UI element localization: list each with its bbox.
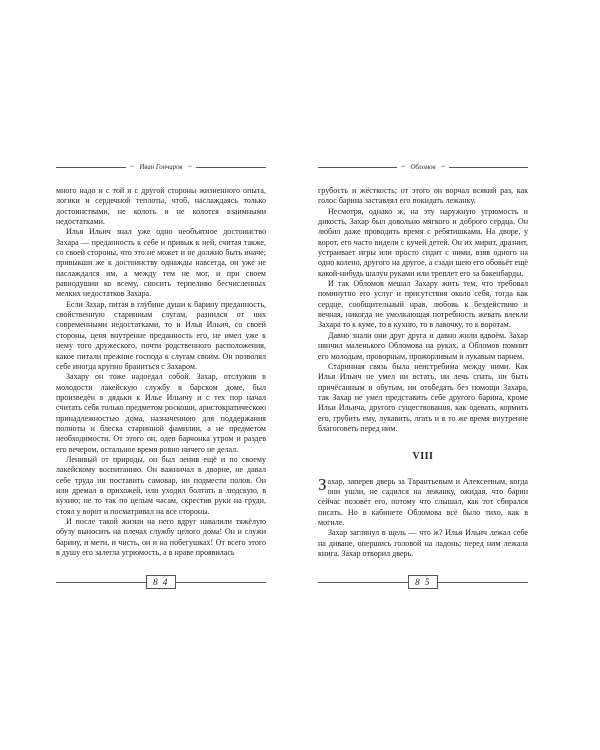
paragraph: грубость и жёсткость; от этого он ворчал всякий раз, как голос барина заставлял его покидать лежанку. [318,186,528,206]
right-running-head [318,160,528,174]
right-page-body [318,186,528,559]
folio-rule [56,582,146,583]
left-running-head-title: Иван Гончаров [139,163,183,171]
ornament-icon: ∽ [187,164,193,170]
left-page-body [56,186,266,558]
chapter-heading: VIII [412,451,434,463]
running-head-rule [449,167,528,168]
paragraph: Старинная связь была неистребима между ними. Как Илья Ильич не умел ни встать, ни лечь спать, ни быть причёсанным и обутым, ни отобедать без помощи Захара, так Захар не умел представить себе другого барина, кроме Ильи Ильича, другого существования, как одевать, кормить его, грубить ему, лукавить, лгать и в то же время внутренне благоговеть перед ним. [318,361,528,433]
left-running-head [56,160,266,174]
paragraph: много надо и с той и с другой стороны жизненного опыта, логики и сердечной теплоты, чтоб, наслаждаясь только достоинствами, не колоть и не колотся взаимными недостатками. [56,186,266,227]
chapter-first-text: ахар, заперев дверь за Тарантьевым и Алексеевым, когда они ушли, не садился на лежанку, ожидая, что барин сейчас позовёт его, потому что слышал, как тот сбирался писать. Но в кабинете Обломова всё было тихо, как в могиле. [318,476,528,527]
paragraph: Несмотря, однако ж, на эту наружную угрюмость и дикость, Захар был довольно мягкого и доброго сердца. Он любил даже проводить время с ребятишками. На дворе, у ворот, его часто видели с кучей детей. Он их мирит, дразнит, устраивает игры или просто сидит с ними, взяв одного на одно колено, другого на другое, а сзади шею его обовьёт ещё какой-нибудь шалун руками или треплет его за бакенбарды. [318,206,528,278]
folio-rule [176,582,266,583]
paragraph: Илья Ильич знал уже одно необъятное достоинство Захара — преданность к себе и привык к ней, считая также, со своей стороны, что это не может и не должно быть иначе; привыкши же к достоинству однажды навсегда, он уже не наслаждался им, а между тем не мог, и при своем равнодушии ко всему, сносить терпеливо бесчисленных мелких недостатков Захара. [56,227,266,299]
drop-cap: З [318,474,327,494]
running-head-rule [196,167,266,168]
ornament-icon: ∽ [440,164,446,170]
paragraph: Захар заглянул в щель — что ж? Илья Ильич лежал себе на диване, опершись головой на ладонь; перед ним лежала книга. Захар отворил дверь. [318,528,528,558]
paragraph: И после такой жизни на него вдруг навалили тяжёлую обузу выносить на плечах службу целого дома! Он и служи барину, и мети, и чисть, он и на побегушках! От всего этого в душу его залегла угрюмость, а в нраве проявилась [56,517,266,558]
paragraph: Если Захар, питая в глубине души к барину преданность, свойственную старинным слугам, разнился от них современными недостатками, то и Илья Ильич, со своей стороны, ценя внутренне преданность его, не имел уже к нему того дружеского, почти родственного расположения, какое питали прежние господа к слугам своим. Он позволял себе иногда крупно браниться с Захаром. [56,299,266,371]
left-folio [56,575,266,589]
chapter-first-paragraph [318,474,528,529]
paragraph: И так Обломов мешал Захару жить тем, что требовал поминутно его услуг и присутствия около себя, тогда как сердце, сообщительный нрав, любовь к бездействию и вечная, никогда не умолкающая потребность жевать влекли Захара то к куме, то в кухню, то в лавочку, то к воротам. [318,279,528,330]
right-folio [318,575,528,589]
running-head-rule [56,167,126,168]
paragraph: Захару он тоже надоедал собой. Захар, отслужив в молодости лакейскую службу в барском доме, был произведён в дядьки к Илье Ильичу и с тех пор начал считать себя только предметом роскоши, аристократическою принадлежностью дома, назначенною для поддержания полноты и блеска старинной фамилии, а не предметом необходимости. От этого он, одев барчонка утром и раздев его вечером, остальное время ровно ничего не делал. [56,372,266,454]
right-page-number: 8 5 [408,575,438,589]
ornament-icon: ∽ [400,164,406,170]
paragraph: Давно знали они друг друга и давно жили вдвоём. Захар нянчил маленького Обломова на руках, а Обломов помнит его молодым, проворным, прожорливым и лукавым парнем. [318,330,528,361]
paragraph: Ленивый от природы, он был ленив ещё и по своему лакейскому воспитанию. Он важничал в дворне, не давал себе труда ни поставить самовар, ни подмести полов. Он или дремал в прихожей, или уходил болтать в людскую, в кухню; не то так по целым часам, скрестив руки на груди, стоял у ворот и посматривал на все стороны. [56,454,266,516]
ornament-icon: ∽ [129,164,135,170]
folio-rule [318,582,408,583]
right-running-head-title: Обломов [410,163,436,171]
folio-rule [438,582,528,583]
left-page-number: 8 4 [146,575,176,589]
running-head-rule [318,167,397,168]
